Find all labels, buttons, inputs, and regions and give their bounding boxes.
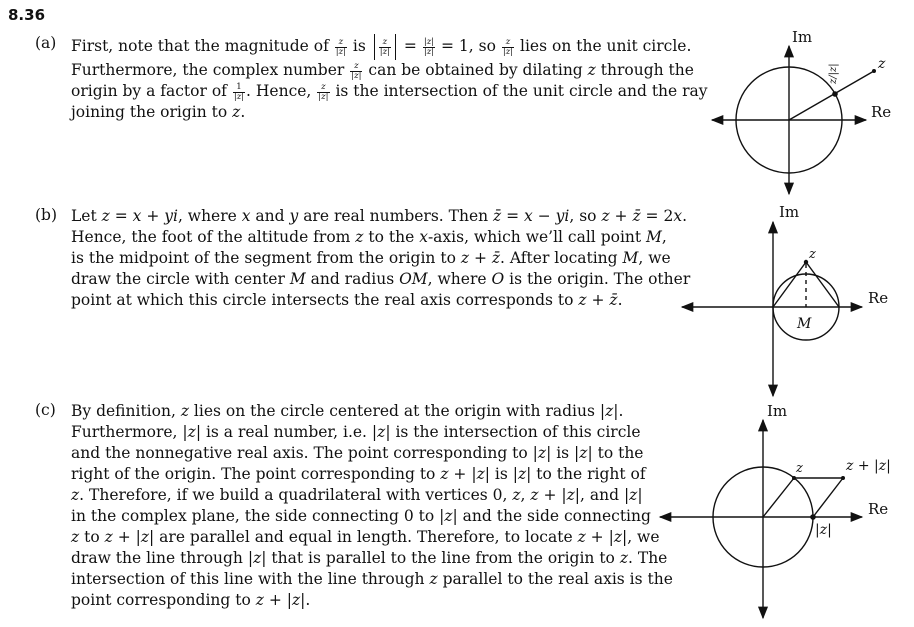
fig-c-z-plus-abs-z-label: z + |z| <box>846 458 891 474</box>
part-b-label: (b) <box>35 206 58 224</box>
part-c-line-6: in the complex plane, the side connecting 0 to |z| and the side connecting <box>71 507 651 525</box>
part-a-label: (a) <box>35 34 57 52</box>
fig-c-segment-origin-to-z <box>763 478 794 517</box>
fig-a-z-point <box>872 69 876 73</box>
frac-z-over-abs-z: $\frac{z}{|z|}$ <box>502 36 514 57</box>
part-c-line-10: point corresponding to z + |z|. <box>71 591 311 609</box>
frac-z-over-abs-z: $\frac{z}{|z|}$ <box>379 36 390 57</box>
part-c-line-8: draw the line through |z| that is parallel to the line from the origin to z. The <box>71 549 668 567</box>
part-c-line-1: By definition, z lies on the circle centered at the origin with radius |z|. <box>71 402 624 420</box>
part-c-line-7: z to z + |z| are parallel and equal in length. Therefore, to locate z + |z|, we <box>71 528 660 546</box>
fig-a-re-label: Re <box>871 103 892 121</box>
fig-b-z-point <box>804 260 808 264</box>
figure-c <box>660 420 862 618</box>
problem-number: 8.36 <box>8 6 46 24</box>
fig-b-re-label: Re <box>868 289 889 307</box>
fig-a-unit-point-label: z/|z| <box>828 63 839 84</box>
fig-c-segment-abs-z-to-z-plus-abs-z <box>813 478 843 517</box>
fig-c-z-point <box>792 476 796 480</box>
fig-c-re-label: Re <box>868 500 889 518</box>
part-c-line-3: and the nonnegative real axis. The point corresponding to |z| is |z| to the <box>71 444 644 462</box>
part-a-line-1: First, note that the magnitude of $\frac{z}{|z|}$ is $\frac{z}{|z|}$ = $\frac{|z|}{|z|}$ = 1, so $\frac{z}{|z|}$ lies on the unit circle. <box>71 34 708 60</box>
part-c-line-9: intersection of this line with the line through z parallel to the real axis is the <box>71 570 673 588</box>
fig-c-abs-z-point <box>810 514 816 520</box>
part-b-line-4: draw the circle with center M and radius OM, where O is the origin. The other <box>71 270 691 288</box>
part-c-line-4: right of the origin. The point corresponding to z + |z| is |z| to the right of <box>71 465 646 483</box>
fig-a-z-label: z <box>878 56 886 72</box>
part-b-line-3: is the midpoint of the segment from the origin to z + z̄. After locating M, we <box>71 249 671 267</box>
frac-abs-z-over-abs-z: $\frac{|z|}{|z|}$ <box>423 36 435 57</box>
frac-z-over-abs-z: $\frac{z}{|z|}$ <box>318 81 329 102</box>
part-b-line-1: Let z = x + yi, where x and y are real numbers. Then z̄ = x − yi, so z + z̄ = 2x. <box>71 207 688 225</box>
fig-b-im-label: Im <box>779 203 800 221</box>
fig-c-abs-z-label: |z| <box>815 522 832 538</box>
part-b-line-5: point at which this circle intersects the real axis corresponds to z + z̄. <box>71 291 623 309</box>
fig-b-z-label: z <box>809 247 816 262</box>
part-a-line-4: joining the origin to z. <box>71 103 246 121</box>
fig-a-intersection-point <box>832 91 838 97</box>
fig-b-m-label: M <box>797 316 812 332</box>
fig-b-segment-origin-to-z <box>773 262 806 307</box>
frac-one-over-abs-z: $\frac{1}{|z|}$ <box>233 81 245 102</box>
part-c-line-2: Furthermore, |z| is a real number, i.e. |z| is the intersection of this circle <box>71 423 641 441</box>
part-c-label: (c) <box>35 401 56 419</box>
part-c-line-5: z. Therefore, if we build a quadrilateral with vertices 0, z, z + |z|, and |z| <box>71 486 643 504</box>
fig-c-im-label: Im <box>767 402 788 420</box>
part-a-line-3: origin by a factor of $\frac{1}{|z|}$ . Hence, $\frac{z}{|z|}$ is the intersection of the unit circle and the ray <box>71 81 708 102</box>
frac-z-over-abs-z: $\frac{z}{|z|}$ <box>351 60 362 81</box>
frac-z-over-abs-z: $\frac{z}{|z|}$ <box>335 36 346 57</box>
fig-b-segment-z-to-2x <box>806 262 839 307</box>
part-b-line-2: Hence, the foot of the altitude from z to the x-axis, which we’ll call point M, <box>71 228 667 246</box>
figure-a <box>712 46 876 194</box>
fig-c-z-label: z <box>796 461 803 476</box>
fig-a-im-label: Im <box>792 28 813 46</box>
figure-b <box>682 222 862 396</box>
part-a-line-2: Furthermore, the complex number $\frac{z}{|z|}$ can be obtained by dilating z through the <box>71 60 694 81</box>
fig-c-z-plus-abs-z-point <box>841 476 845 480</box>
